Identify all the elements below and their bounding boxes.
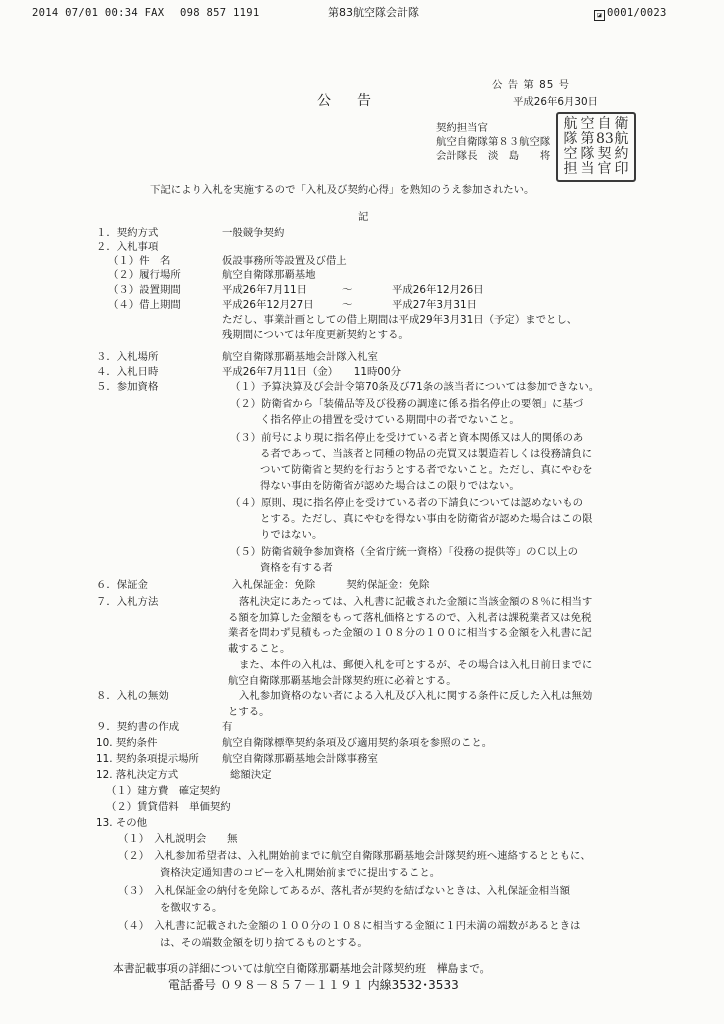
qual-4c: りではない。 bbox=[260, 529, 323, 541]
invalid-text: 入札参加資格のない者による入札及び入札に関する条件に反した入札は無効とする。 bbox=[228, 690, 593, 718]
view-place-value: 航空自衛隊那覇基地会計隊事務室 bbox=[222, 753, 378, 765]
view-place-label: 11. 契約条項提示場所 bbox=[96, 753, 199, 765]
deposit-label: ６．保証金 bbox=[96, 579, 148, 591]
bid-place-value: 航空自衛隊那覇基地会計隊入札室 bbox=[222, 351, 378, 363]
method-value: 一般競争契約 bbox=[222, 227, 285, 239]
seal-char: 印 bbox=[614, 161, 629, 177]
install-label: （３）設置期間 bbox=[108, 284, 181, 296]
seal-char: 約 bbox=[614, 146, 629, 162]
bid-place-label: ３．入札場所 bbox=[96, 351, 159, 363]
qual-2a: （２）防衛省から「装備品等及び役務の調達に係る指名停止の要領」に基づ bbox=[230, 398, 584, 410]
fax-page-icon: ◪ bbox=[594, 10, 605, 21]
invalid-label: ８．入札の無効 bbox=[96, 690, 169, 702]
other-1: （１） 入札説明会 無 bbox=[118, 833, 238, 845]
seal-char: 航 bbox=[563, 116, 578, 132]
award-label: 12. 落札決定方式 bbox=[96, 769, 179, 781]
qual-label: ５．参加資格 bbox=[96, 381, 159, 393]
lease-to: 平成27年3月31日 bbox=[392, 299, 478, 311]
lease-note-1: ただし、事業計画としての借上期間は平成29年3月31日（予定）までとし、 bbox=[222, 314, 578, 326]
seal-char: 当 bbox=[580, 161, 595, 177]
seal-char: 契 bbox=[597, 146, 612, 162]
place-value: 航空自衛隊那覇基地 bbox=[222, 269, 316, 281]
seal-char: 空 bbox=[580, 116, 595, 132]
conditions-value: 航空自衛隊標準契約条項及び適用契約条項を参照のこと。 bbox=[222, 737, 493, 749]
notice-date: 平成26年6月30日 bbox=[513, 96, 599, 108]
qual-5b: 資格を有する者 bbox=[260, 562, 333, 574]
fax-datetime: 2014 07/01 00:34 FAX bbox=[32, 7, 165, 19]
other-2a: （２） 入札参加希望者は、入札開始前までに航空自衛隊那覇基地会計隊契約班へ連絡するとともに、 bbox=[118, 850, 591, 862]
bid-date-label: ４．入札日時 bbox=[96, 366, 159, 378]
seal-char: 自 bbox=[597, 116, 612, 132]
fax-sender: 第83航空隊会計隊 bbox=[328, 6, 419, 19]
footer-phone: 電話番号 ０９８－８５７－１１９１ 内線3532･3533 bbox=[168, 978, 459, 992]
official-seal bbox=[556, 112, 636, 182]
bid-method-label: ７．入札方法 bbox=[96, 596, 159, 608]
contract-doc-label: ９．契約書の作成 bbox=[96, 721, 180, 733]
other-4b: は、その端数金額を切り捨てるものとする。 bbox=[160, 937, 368, 949]
fax-page bbox=[594, 7, 667, 21]
issuer-line-3: 会計隊長 淡 島 将 bbox=[436, 150, 551, 162]
deposit-value: 入札保証金：免除 契約保証金：免除 bbox=[232, 579, 430, 591]
bid-date-value: 平成26年7月11日（金） 11時00分 bbox=[222, 366, 401, 378]
install-tilde: ～ bbox=[342, 284, 353, 296]
install-to: 平成26年12月26日 bbox=[392, 284, 484, 296]
matters-label: ２．入札事項 bbox=[96, 241, 159, 253]
other-2b: 資格決定通知書のコピーを入札開始前までに提出すること。 bbox=[160, 867, 441, 879]
lease-label: （４）借上期間 bbox=[108, 299, 181, 311]
seal-char: 担 bbox=[563, 161, 578, 177]
method-label: １．契約方式 bbox=[96, 227, 159, 239]
name-value: 仮設事務所等設置及び借上 bbox=[222, 255, 347, 267]
notice-number: 公 告 第 85 号 bbox=[492, 79, 570, 91]
fax-number: 098 857 1191 bbox=[180, 7, 260, 19]
install-from: 平成26年7月11日 bbox=[222, 284, 308, 296]
lease-note-2: 残期間については年度更新契約とする。 bbox=[222, 329, 409, 341]
ki-mark: 記 bbox=[358, 211, 369, 223]
place-label: （２）履行場所 bbox=[108, 269, 181, 281]
seal-char: 隊 bbox=[563, 131, 578, 147]
other-4a: （４） 入札書に記載された金額の１００分の１０８に相当する金額に１円未満の端数があるときは bbox=[118, 920, 581, 932]
bid-method-text-2: また、本件の入札は、郵便入札を可とするが、その場合は入札日前日までに航空自衛隊那覇基地会計隊契約班に必着とする。 bbox=[228, 659, 593, 687]
award-value: 総額決定 bbox=[230, 769, 272, 781]
qual-4b: とする。ただし、真にやむを得ない事由を防衛省が認めた場合はこの限 bbox=[260, 513, 593, 525]
lease-tilde: ～ bbox=[342, 299, 353, 311]
qual-3d: 得ない事由を防衛省が認めた場合はこの限りではない。 bbox=[260, 480, 520, 492]
footer-contact: 本書記載事項の詳細については航空自衛隊那覇基地会計隊契約班 樺島まで。 bbox=[113, 962, 491, 975]
lease-from: 平成26年12月27日 bbox=[222, 299, 314, 311]
seal-char: 衛 bbox=[614, 116, 629, 132]
seal-char: 第 bbox=[580, 131, 595, 147]
qual-3a: （３）前号により現に指名停止を受けている者と資本関係又は人的関係のあ bbox=[230, 432, 584, 444]
other-3a: （３） 入札保証金の納付を免除してあるが、落札者が契約を結ばないときは、入札保証金相当額 bbox=[118, 885, 570, 897]
fax-page-number: 0001/0023 bbox=[607, 7, 667, 19]
qual-3b: る者であって、当該者と同種の物品の売買又は製造若しくは役務請負に bbox=[260, 448, 593, 460]
page-title: 公告 bbox=[317, 93, 397, 109]
qual-1: （１）予算決算及び会計令第70条及び71条の該当者については参加できない。 bbox=[230, 381, 600, 393]
conditions-label: 10. 契約条件 bbox=[96, 737, 158, 749]
award-1: （１）建方費 確定契約 bbox=[106, 785, 221, 797]
seal-char: 隊 bbox=[580, 146, 595, 162]
issuer-line-1: 契約担当官 bbox=[436, 122, 488, 134]
other-label: 13. その他 bbox=[96, 817, 147, 829]
qual-3c: ついて防衛省と契約を行おうとする者でないこと。ただし、真にやむを bbox=[260, 464, 593, 476]
qual-5a: （５）防衛省競争参加資格（全省庁統一資格）「役務の提供等」のＣ以上の bbox=[230, 546, 579, 558]
seal-char: 官 bbox=[597, 161, 612, 177]
issuer-line-2: 航空自衛隊第８３航空隊 bbox=[436, 136, 551, 148]
qual-2b: く指名停止の措置を受けている期間中の者でないこと。 bbox=[260, 414, 520, 426]
qual-4a: （４）原則、現に指名停止を受けている者の下請負については認めないもの bbox=[230, 497, 584, 509]
name-label: （１）件 名 bbox=[108, 255, 171, 267]
contract-doc-value: 有 bbox=[222, 721, 233, 733]
seal-char: 83 bbox=[596, 131, 614, 147]
award-2: （２）賃貸借料 単価契約 bbox=[106, 801, 231, 813]
intro-text: 下記により入札を実施するので「入札及び契約心得」を熟知のうえ参加されたい。 bbox=[150, 184, 535, 196]
bid-method-text-1: 落札決定にあたっては、入札書に記載された金額に当該金額の８％に相当する額を加算した金額をもって落札価格とするので、入札者は課税業者又は免税業者を問わず見積もった金額の１０８分の１００に相当する金額を入札書に記載すること。 bbox=[228, 596, 593, 655]
seal-char: 航 bbox=[614, 131, 629, 147]
other-3b: を徴収する。 bbox=[160, 902, 223, 914]
seal-char: 空 bbox=[563, 146, 578, 162]
